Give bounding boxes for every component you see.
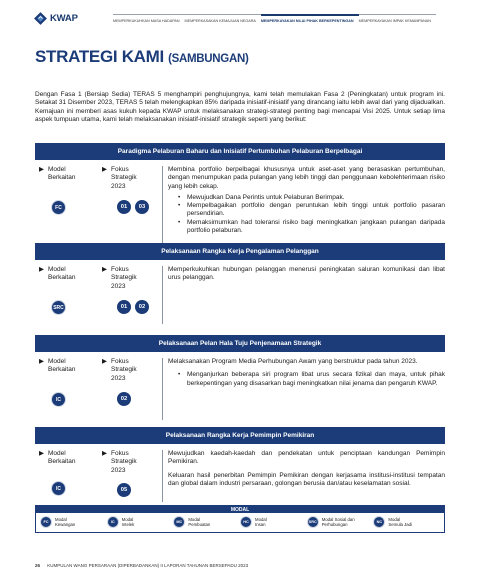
top-navigation (113, 14, 480, 23)
arrow-right-icon: ▶ (102, 450, 107, 457)
legend-badge: HC (240, 516, 252, 528)
focus-label: ▶ Fokus Strategik 2023 (102, 166, 137, 190)
arrow-right-icon: ▶ (39, 166, 44, 173)
kwap-logo (34, 12, 78, 25)
capital-legend (35, 505, 445, 533)
section-heading-3: Pelaksanaan Pelan Hala Tuju Penjenamaan Strategik (35, 335, 445, 352)
model-label: ▶ Model Berkaitan (39, 266, 76, 282)
focus-number: 01 (117, 300, 131, 314)
bullet-icon: • (178, 371, 181, 379)
footer-text: KUMPULAN WANG PERSARAAN (DIPERBADANKAN) II LAPORAN TAHUNAN BERSEPADU 2023 (47, 563, 249, 568)
arrow-right-icon: ▶ (102, 166, 107, 173)
page-title (35, 47, 249, 67)
page-footer (35, 563, 248, 568)
legend-badge: NC (373, 516, 385, 528)
section-row-4 (35, 450, 445, 502)
legend-item: NC Modal Semula Jadi (373, 516, 440, 528)
intro-paragraph: Dengan Fasa 1 (Bersiap Sedia) TERAS 5 menghampiri penghujungnya, kami telah memulakan Fasa 2 (Peningkatan) untuk program ini. Setakat 31 Disember 2023, TERAS 5 telah melengkapkan 85% daripada inisiatif-inisiatif yang dirancang iaitu lebih awal dari yang dijadualkan. Kemajuan ini memberi asas kukuh kepada KWAP untuk melaksanakan strategi-strategi penting bagi mencapai Visi 2025. Untuk setiap lima aspek tumpuan utama, kami telah melaksanakan inisiatif-inisiatif strategik seperti yang berikut: (35, 91, 445, 123)
arrow-right-icon: ▶ (102, 266, 107, 273)
section-description: Memperkukuhkan hubungan pelanggan menerusi peningkatan saluran komunikasi dan libat urus pelanggan. (168, 266, 445, 282)
arrow-right-icon: ▶ (39, 450, 44, 457)
nav-tab-1[interactable]: MEMPERKUKUHKAN MASA HADAPAN (113, 14, 185, 23)
nav-tab-3-active[interactable]: MEMPERKAYAKAN NILAI PIHAK BERKEPENTINGAN (261, 14, 359, 23)
legend-heading: MODAL (36, 506, 444, 513)
arrow-right-icon: ▶ (39, 358, 44, 365)
divider (162, 166, 163, 244)
bullet-icon: • (178, 193, 181, 201)
legend-badge: SRC (307, 516, 319, 528)
legend-item: SRC Modal Sosial dan Perhubungan (308, 517, 355, 527)
divider (162, 450, 163, 502)
divider (162, 266, 163, 324)
focus-label: ▶ Fokus Strategik 2023 (102, 358, 137, 382)
legend-item: HC Modal Insan (240, 516, 307, 528)
arrow-right-icon: ▶ (102, 358, 107, 365)
model-label: ▶ Model Berkaitan (39, 166, 76, 182)
legend-item: MC Modal Pembuatan (173, 516, 240, 528)
section-description: Mewujudkan kaedah-kaedah dan pendekatan untuk penciptaan kandungan Pemimpin Pemikiran. Keluaran hasil penerbitan Pemimpin Pemikiran dengan kerjasama institusi-institusi tempatan dan global dalam industri persaraan, golongan berusia dan/atau keselamatan sosial. (168, 450, 445, 487)
section-heading-1: Paradigma Pelaburan Baharu dan Inisiatif Pertumbuhan Pelaburan Berpelbagai (35, 143, 445, 160)
capital-badge: IC (51, 392, 66, 407)
legend-badge: FC (40, 516, 52, 528)
capital-badge: IC (51, 481, 66, 496)
nav-tab-4[interactable]: MEMPERKAYAKAN IMPAK KEMAMPANAN (359, 14, 436, 23)
legend-badge: MC (173, 516, 185, 528)
model-label: ▶ Model Berkaitan (39, 358, 76, 374)
legend-badge: IC (107, 516, 119, 528)
capital-badge: FC (51, 200, 66, 215)
section-description: Melaksanakan Program Media Perhubungan Awam yang berstruktur pada tahun 2023. • Menganjurkan beberapa siri program libat urus secara fizikal dan maya, untuk pihak berkepentingan yang disasarkan bagi meningkatkan nilai jenama dan pengaruh KWAP. (168, 358, 445, 387)
focus-number: 03 (135, 200, 149, 214)
page-title-sub: (SAMBUNGAN) (168, 53, 249, 65)
page-title-main: STRATEGI KAMI (35, 47, 164, 66)
page-number: 26 (35, 563, 41, 568)
focus-label: ▶ Fokus Strategik 2023 (102, 450, 137, 474)
divider (162, 358, 163, 420)
bullet-icon: • (178, 218, 181, 226)
section-row-1 (35, 166, 445, 244)
section-heading-2: Pelaksanaan Rangka Kerja Pengalaman Pelanggan (35, 243, 445, 260)
focus-number: 02 (135, 300, 149, 314)
bullet-icon: • (178, 202, 181, 210)
section-heading-4: Pelaksanaan Rangka Kerja Pemimpin Pemikiran (35, 427, 445, 444)
capital-badge: SRC (51, 300, 66, 315)
nav-tab-2[interactable]: MEMPERKASAKAN KEMAJUAN NEGARA (185, 14, 261, 23)
section-row-2 (35, 266, 445, 324)
focus-label: ▶ Fokus Strategik 2023 (102, 266, 137, 290)
legend-item: IC Modal Intelek (107, 516, 174, 528)
section-description: Membina portfolio berpelbagai khususnya untuk aset-aset yang berasaskan pertumbuhan, dengan menumpukan pada pulangan yang lebih tinggi dan penggunaan kebolehterimaan risiko yang lebih cekap. • Mewujudkan Dana Perintis untuk Pelaburan Berimpak. • Mempelbagaikan portfolio dengan peruntukan lebih tinggi untuk portfolio pasaran persendirian. • Memaksimumkan had toleransi risiko bagi meningkatkan jangkaan pulangan daripada portfolio pelaburan. (168, 166, 445, 235)
model-label: ▶ Model Berkaitan (39, 450, 76, 466)
arrow-right-icon: ▶ (39, 266, 44, 273)
kwap-logo-icon (34, 12, 47, 25)
focus-number: 02 (117, 392, 131, 406)
logo-text: KWAP (50, 13, 78, 24)
focus-number: 01 (117, 200, 131, 214)
legend-item: FC Modal Kewangan (40, 516, 107, 528)
focus-number: 05 (117, 483, 131, 497)
section-row-3 (35, 358, 445, 420)
